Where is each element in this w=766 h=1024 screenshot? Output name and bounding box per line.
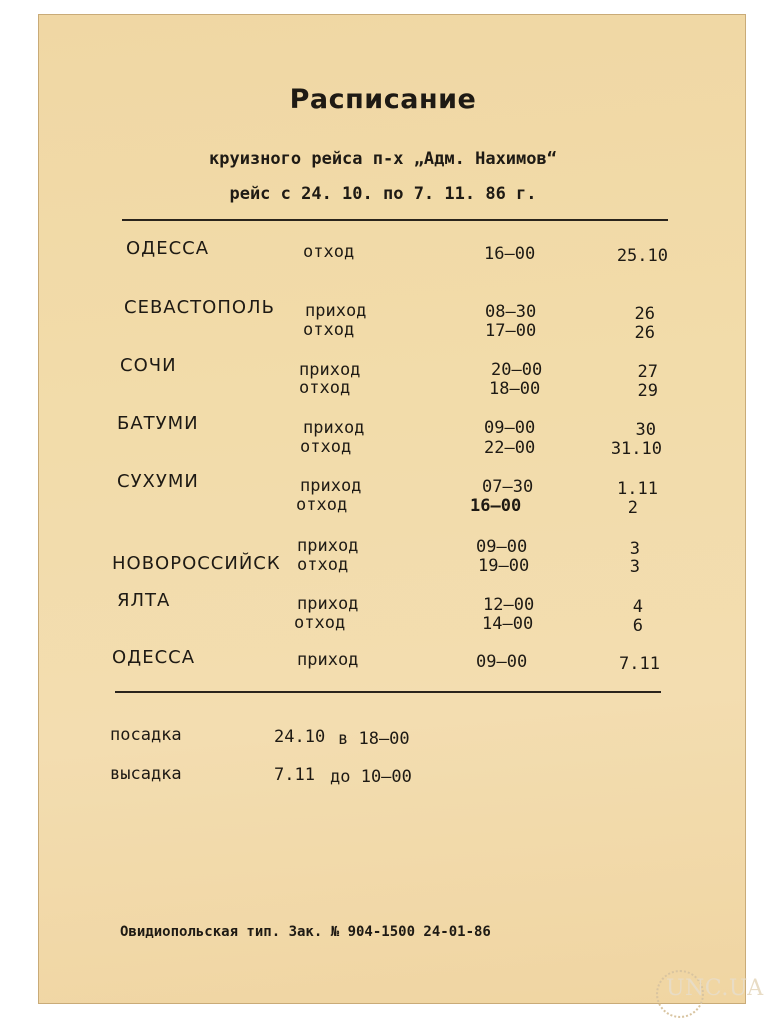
bottom-divider xyxy=(115,691,661,693)
event-type: отход xyxy=(303,242,355,262)
port-name: ОДЕССА xyxy=(126,238,210,259)
printer-imprint: Овидиопольская тип. Зак. № 904-1500 24-01-86 xyxy=(120,924,491,940)
event-time: 20–00 xyxy=(491,360,543,380)
event-date: 4 xyxy=(632,597,643,617)
port-name: НОВОРОССИЙСК xyxy=(112,553,281,574)
event-type: приход xyxy=(300,476,362,496)
disembark-label: высадка xyxy=(110,764,182,784)
event-date: 26 xyxy=(634,304,655,324)
cruise-dates: рейс с 24. 10. по 7. 11. 86 г. xyxy=(229,184,537,204)
event-time: 12–00 xyxy=(483,595,535,615)
event-type: отход xyxy=(299,378,351,398)
event-time: 09–00 xyxy=(476,652,528,672)
event-date: 2 xyxy=(627,498,638,518)
event-type: приход xyxy=(297,594,359,614)
port-name: СУХУМИ xyxy=(117,471,199,492)
watermark-logo: UNC.UA xyxy=(666,976,764,1001)
event-date: 29 xyxy=(637,381,658,401)
port-name: ОДЕССА xyxy=(112,647,196,668)
event-time: 19–00 xyxy=(478,556,530,576)
event-type: приход xyxy=(303,418,365,438)
event-time: 22–00 xyxy=(484,438,536,458)
event-time: 17–00 xyxy=(485,321,537,341)
event-time: 07–30 xyxy=(482,477,534,497)
event-type: приход xyxy=(299,360,361,380)
event-type: приход xyxy=(297,536,359,556)
event-type: отход xyxy=(300,437,352,457)
event-date: 30 xyxy=(635,420,656,440)
top-divider xyxy=(122,219,668,221)
port-name: СОЧИ xyxy=(120,355,177,376)
event-type: отход xyxy=(296,495,348,515)
event-type: приход xyxy=(305,301,367,321)
event-time: 08–30 xyxy=(485,302,537,322)
boarding-label: посадка xyxy=(110,725,182,745)
event-type: отход xyxy=(294,613,346,633)
event-type: отход xyxy=(303,320,355,340)
port-name: ЯЛТА xyxy=(117,590,171,611)
event-date: 25.10 xyxy=(616,246,668,266)
event-time: 16–00 xyxy=(470,496,522,516)
event-date: 7.11 xyxy=(619,654,660,674)
page-title: Расписание xyxy=(289,84,477,115)
event-time: 16–00 xyxy=(484,244,536,264)
event-time: 09–00 xyxy=(476,537,528,557)
port-name: БАТУМИ xyxy=(117,413,199,434)
port-name: СЕВАСТОПОЛЬ xyxy=(124,297,275,318)
event-date: 3 xyxy=(629,557,640,577)
event-date: 3 xyxy=(629,539,640,559)
boarding-date: 24.10 xyxy=(274,727,326,747)
event-type: отход xyxy=(297,555,349,575)
boarding-time: в 18–00 xyxy=(338,729,410,749)
event-date: 27 xyxy=(637,362,658,382)
event-date: 31.10 xyxy=(610,439,662,459)
event-date: 6 xyxy=(632,616,643,636)
event-date: 1.11 xyxy=(617,479,658,499)
event-type: приход xyxy=(297,650,359,670)
disembark-date: 7.11 xyxy=(274,765,315,785)
cruise-subtitle: круизного рейса п-х „Адм. Нахимов“ xyxy=(209,149,557,169)
event-time: 14–00 xyxy=(482,614,534,634)
event-time: 09–00 xyxy=(484,418,536,438)
event-time: 18–00 xyxy=(489,379,541,399)
disembark-time: до 10–00 xyxy=(330,767,412,787)
event-date: 26 xyxy=(634,323,655,343)
